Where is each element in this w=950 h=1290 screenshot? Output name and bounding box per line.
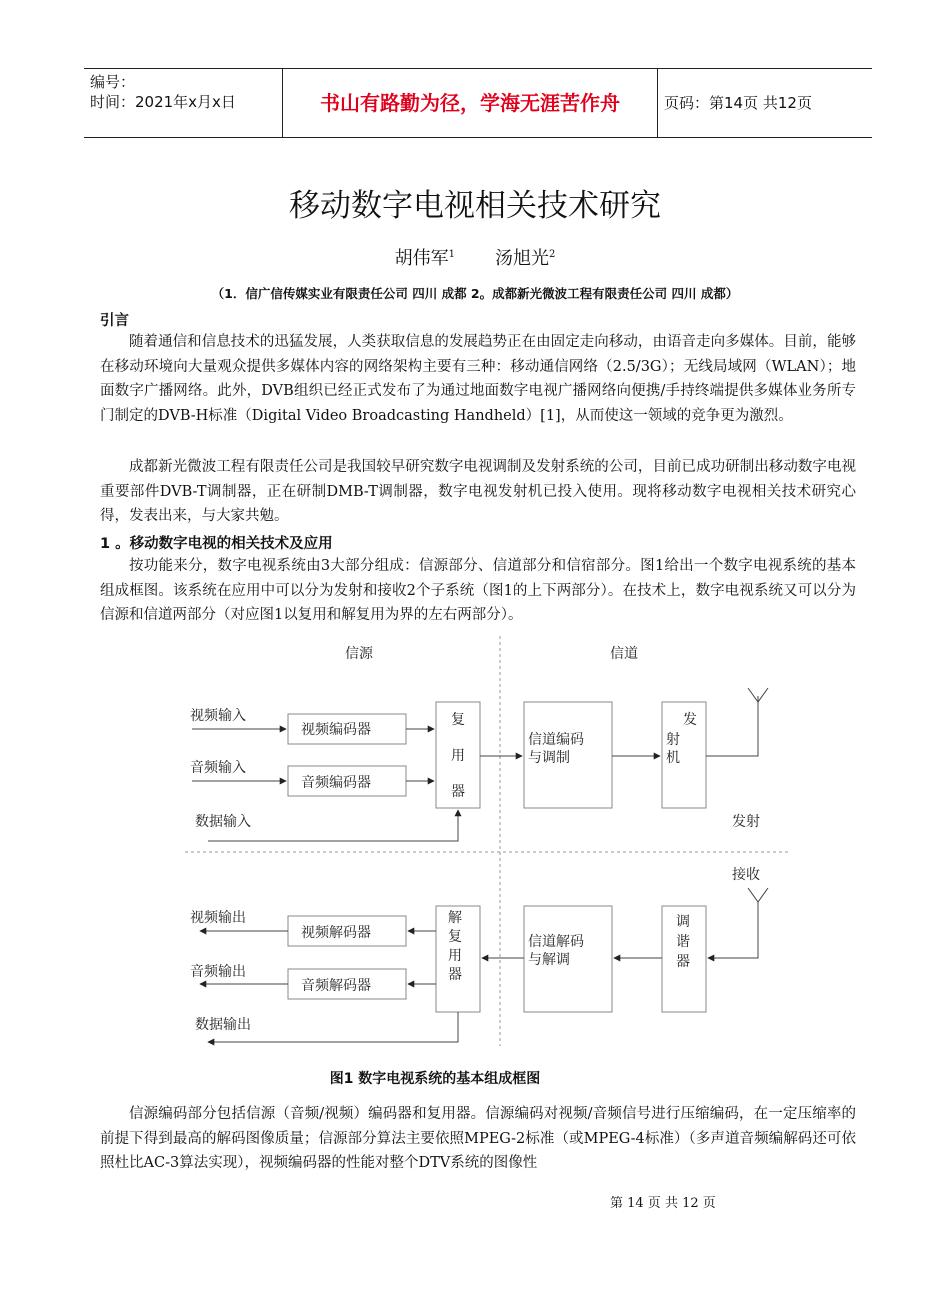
section-1-paragraph-1: 按功能来分，数字电视系统由3大部分组成：信源部分、信道部分和信宿部分。图1给出一个数字电视系统的基本组成框图。该系统在应用中可以分为发射和接收2个子系统（图1的上下两部分）。在技术上，数字电视系统又可以分为信源和信道两部分（对应图1以复用和解复用为界的左右两部分）。 — [100, 558, 856, 623]
author-2: 汤旭光 — [495, 248, 550, 269]
label-audio-decoder: 音频解码器 — [301, 978, 371, 994]
label-demux-4: 器 — [448, 967, 462, 983]
label-tuner-1: 调 — [676, 914, 690, 930]
rx-antenna-icon — [748, 888, 768, 902]
header-left — [84, 69, 282, 137]
intro-paragraph-2: 成都新光微波工程有限责任公司是我国较早研究数字电视调制及发射系统的公司，目前已成功研制出移动数字电视重要部件DVB-T调制器，正在研制DMB-T调制器，数字电视发射机已投入使用。现将移动数字电视相关技术研究心得，发表出来，与大家共勉。 — [100, 459, 856, 524]
authors — [0, 244, 950, 270]
label-audio-encoder: 音频编码器 — [301, 775, 371, 791]
label-source: 信源 — [345, 646, 373, 662]
label-video-decoder: 视频解码器 — [301, 925, 371, 941]
label-mux-3: 器 — [451, 784, 465, 800]
label-video-encoder: 视频编码器 — [301, 722, 371, 738]
label-tx-1: 发 — [683, 712, 697, 728]
label-mux-1: 复 — [451, 712, 465, 728]
author-1-sup: 1 — [448, 249, 455, 260]
label-tx-3: 机 — [666, 750, 680, 766]
page-header — [84, 68, 872, 138]
heading-intro: 引言 — [100, 313, 129, 329]
page-footer: 第 14 页 共 12 页 — [610, 1196, 716, 1211]
paper-title: 移动数字电视相关技术研究 — [289, 188, 661, 224]
time-label: 时间：2021年x月x日 — [90, 93, 236, 111]
tx-to-antenna-line — [706, 696, 758, 756]
label-data-in: 数据输入 — [195, 814, 251, 830]
heading-section-1: 1 。移动数字电视的相关技术及应用 — [100, 536, 333, 552]
number-label: 编号： — [90, 73, 136, 91]
label-transmit: 发射 — [732, 814, 760, 830]
label-tx-2: 射 — [666, 732, 680, 748]
author-2-sup: 2 — [549, 249, 556, 260]
label-audio-out: 音频输出 — [190, 964, 246, 980]
affiliation: （1．信广信传媒实业有限责任公司 四川 成都 2。成都新光微波工程有限责任公司 四川 成都） — [211, 286, 739, 301]
author-1: 胡伟军 — [394, 248, 449, 269]
label-tuner-3: 器 — [676, 954, 690, 970]
figure-caption: 图1 数字电视系统的基本组成框图 — [329, 1071, 541, 1087]
label-mux-2: 用 — [451, 748, 465, 764]
label-channel: 信道 — [610, 646, 638, 662]
intro-paragraph-1: 随着通信和信息技术的迅猛发展，人类获取信息的发展趋势正在由固定走向移动，由语音走向多媒体。目前，能够在移动环境向大量观众提供多媒体内容的网络架构主要有三种：移动通信网络（2.5/3G）；无线局域网（WLAN）；地面数字广播网络。此外，DVB组织已经正式发布了为通过地面数字电视广播网络向便携/手持终端提供多媒体业务所专门制定的DVB-H标准（Digital Video Broadcasting Handheld）[1]，从而使这一领域的竞争更为激烈。 — [100, 334, 856, 424]
label-video-in: 视频输入 — [190, 708, 246, 724]
motto: 书山有路勤为径，学海无涯苦作舟 — [282, 69, 658, 137]
label-receive: 接收 — [732, 867, 760, 883]
label-channel-encoder-2: 与调制 — [528, 750, 570, 766]
antenna-to-tuner-arrow — [708, 902, 758, 958]
label-video-out: 视频输出 — [190, 910, 246, 926]
label-demux-3: 用 — [448, 948, 462, 964]
label-audio-in: 音频输入 — [190, 760, 246, 776]
label-channel-decoder-2: 与解调 — [528, 952, 570, 968]
label-channel-encoder-1: 信道编码 — [528, 732, 584, 748]
section-1-paragraph-2: 信源编码部分包括信源（音频/视频）编码器和复用器。信源编码对视频/音频信号进行压缩编码，在一定压缩率的前提下得到最高的解码图像质量；信源部分算法主要依照MPEG-2标准（或MPEG-4标准）（多声道音频编解码还可依照杜比AC-3算法实现），视频编码器的性能对整个DTV系统的图像性 — [100, 1106, 856, 1171]
label-demux-1: 解 — [448, 910, 462, 926]
label-channel-decoder-1: 信道解码 — [528, 934, 584, 950]
page-label: 页码：第14页 共12页 — [664, 94, 812, 112]
system-block-diagram — [180, 636, 800, 1056]
label-demux-2: 复 — [448, 929, 462, 945]
label-tuner-2: 谐 — [676, 934, 690, 950]
label-data-out: 数据输出 — [195, 1017, 251, 1033]
